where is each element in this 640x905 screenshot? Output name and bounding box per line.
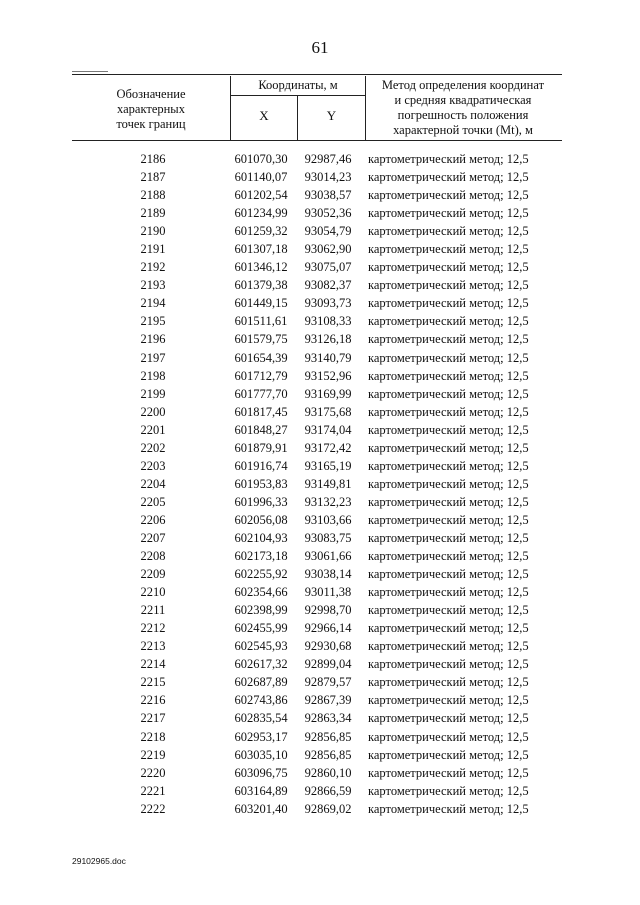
coord-y: 93165,19 (304, 458, 352, 473)
header-method (364, 78, 562, 138)
coord-y: 92856,85 (304, 747, 352, 762)
coord-x: 601346,12 (234, 260, 288, 275)
method-cell: картометрический метод; 12,5 (368, 711, 529, 726)
table-row (0, 673, 640, 691)
coord-x: 601234,99 (234, 206, 288, 221)
coord-y: 92998,70 (304, 603, 352, 618)
coord-y: 93132,23 (304, 494, 352, 509)
table-row (0, 746, 640, 764)
method-cell: картометрический метод; 12,5 (368, 476, 529, 491)
table-row (0, 619, 640, 637)
coord-y: 93093,73 (304, 296, 352, 311)
header-designation-line: точек границ (116, 116, 186, 131)
point-id: 2208 (140, 549, 166, 564)
coord-y: 92866,59 (304, 783, 352, 798)
coord-x: 601996,33 (234, 494, 288, 509)
coord-x: 602835,54 (234, 711, 288, 726)
coord-y: 92930,68 (304, 639, 352, 654)
point-id: 2186 (140, 152, 166, 166)
coord-x: 602056,08 (234, 512, 288, 527)
point-id: 2207 (140, 530, 166, 545)
table-row (0, 204, 640, 222)
point-id: 2213 (140, 639, 166, 654)
coord-y: 92879,57 (304, 675, 352, 690)
coord-x: 602255,92 (234, 567, 288, 582)
table-row (0, 547, 640, 565)
header-designation (72, 78, 230, 140)
page-number: 61 (311, 38, 329, 57)
table-top-rule (72, 74, 562, 75)
point-id: 2215 (140, 675, 166, 690)
coord-y: 92899,04 (304, 657, 352, 672)
coord-y: 93083,75 (304, 530, 352, 545)
point-id: 2201 (140, 422, 166, 437)
point-id: 2200 (140, 404, 166, 419)
table-row (0, 475, 640, 493)
coord-y: 93038,57 (304, 188, 352, 203)
point-id: 2193 (140, 278, 166, 293)
coord-x: 601953,83 (234, 476, 288, 491)
method-cell: картометрический метод; 12,5 (368, 242, 529, 257)
table-row (0, 782, 640, 800)
coord-x: 602455,99 (234, 621, 288, 636)
point-id: 2210 (140, 585, 166, 600)
point-id: 2197 (140, 350, 166, 365)
coord-y: 92856,85 (304, 729, 352, 744)
method-cell: картометрический метод; 12,5 (368, 260, 529, 275)
header-y: Y (326, 108, 337, 123)
coord-y: 93052,36 (304, 206, 352, 221)
coord-x: 601379,38 (234, 278, 288, 293)
table-row (0, 367, 640, 385)
coord-y: 93054,79 (304, 224, 352, 239)
table-row (0, 601, 640, 619)
table-row (0, 529, 640, 547)
method-cell: картометрический метод; 12,5 (368, 801, 529, 816)
method-cell: картометрический метод; 12,5 (368, 765, 529, 780)
table-row (0, 655, 640, 673)
point-id: 2219 (140, 747, 166, 762)
table-row (0, 493, 640, 511)
method-cell: картометрический метод; 12,5 (368, 675, 529, 690)
coord-y: 93140,79 (304, 350, 352, 365)
method-cell: картометрический метод; 12,5 (368, 422, 529, 437)
table-row (0, 312, 640, 330)
point-id: 2221 (140, 783, 166, 798)
table-row (0, 222, 640, 240)
point-id: 2209 (140, 567, 166, 582)
point-id: 2189 (140, 206, 166, 221)
table-row (0, 709, 640, 727)
header-coordinates-group (230, 76, 366, 140)
header-designation-line: Обозначение (116, 86, 186, 101)
point-id: 2196 (140, 332, 166, 347)
coord-x: 602687,89 (234, 675, 288, 690)
point-id: 2220 (140, 765, 166, 780)
header-coordinates-title: Координаты, м (258, 78, 338, 92)
coord-y: 92987,46 (304, 152, 352, 166)
method-cell: картометрический метод; 12,5 (368, 440, 529, 455)
footer-filename: 29102965.doc (72, 856, 126, 866)
method-cell: картометрический метод; 12,5 (368, 494, 529, 509)
coord-y: 92863,34 (304, 711, 352, 726)
method-cell: картометрический метод; 12,5 (368, 603, 529, 618)
coord-x: 602173,18 (234, 549, 288, 564)
point-id: 2202 (140, 440, 166, 455)
point-id: 2218 (140, 729, 166, 744)
point-id: 2204 (140, 476, 166, 491)
table-row (0, 728, 640, 746)
coord-x: 601307,18 (234, 242, 288, 257)
coord-y: 93108,33 (304, 314, 352, 329)
coord-y: 92869,02 (304, 801, 352, 816)
table-row (0, 186, 640, 204)
table-row (0, 168, 640, 186)
method-cell: картометрический метод; 12,5 (368, 314, 529, 329)
method-cell: картометрический метод; 12,5 (368, 278, 529, 293)
point-id: 2199 (140, 386, 166, 401)
coord-y: 93172,42 (304, 440, 352, 455)
coord-y: 93038,14 (304, 567, 352, 582)
table-row (0, 150, 640, 168)
point-id: 2198 (140, 368, 166, 383)
table-row (0, 403, 640, 421)
point-id: 2187 (140, 170, 166, 185)
point-id: 2222 (140, 801, 166, 816)
coord-x: 601259,32 (234, 224, 288, 239)
coord-x: 601777,70 (234, 386, 288, 401)
method-cell: картометрический метод; 12,5 (368, 729, 529, 744)
header-coordinates-divider (231, 95, 365, 96)
header-method-line: Метод определения координат (381, 78, 545, 92)
point-id: 2211 (140, 603, 166, 618)
method-cell: картометрический метод; 12,5 (368, 657, 529, 672)
method-cell: картометрический метод; 12,5 (368, 585, 529, 600)
coord-y: 93062,90 (304, 242, 352, 257)
method-cell: картометрический метод; 12,5 (368, 206, 529, 221)
method-cell: картометрический метод; 12,5 (368, 567, 529, 582)
point-id: 2212 (140, 621, 166, 636)
coord-y: 93149,81 (304, 476, 352, 491)
table-row (0, 637, 640, 655)
coord-y: 93103,66 (304, 512, 352, 527)
coord-x: 601070,30 (234, 152, 288, 166)
table-row (0, 330, 640, 348)
method-cell: картометрический метод; 12,5 (368, 693, 529, 708)
method-cell: картометрический метод; 12,5 (368, 332, 529, 347)
table-row (0, 439, 640, 457)
coord-x: 601916,74 (234, 458, 288, 473)
coord-x: 601579,75 (234, 332, 288, 347)
point-id: 2195 (140, 314, 166, 329)
coord-x: 603201,40 (234, 801, 288, 816)
coord-y: 92966,14 (304, 621, 352, 636)
table-row (0, 583, 640, 601)
coord-y: 93014,23 (304, 170, 352, 185)
point-id: 2214 (140, 657, 166, 672)
table-row (0, 565, 640, 583)
coord-y: 92860,10 (304, 765, 352, 780)
coord-x: 601879,91 (234, 440, 288, 455)
method-cell: картометрический метод; 12,5 (368, 152, 529, 166)
coord-y: 93061,66 (304, 549, 352, 564)
coord-y: 93075,07 (304, 260, 352, 275)
coord-x: 601712,79 (234, 368, 288, 383)
method-cell: картометрический метод; 12,5 (368, 404, 529, 419)
method-cell: картометрический метод; 12,5 (368, 224, 529, 239)
coord-x: 601511,61 (234, 314, 288, 329)
table-row (0, 421, 640, 439)
method-cell: картометрический метод; 12,5 (368, 512, 529, 527)
table-row (0, 240, 640, 258)
method-cell: картометрический метод; 12,5 (368, 639, 529, 654)
coord-x: 603164,89 (234, 783, 288, 798)
table-row (0, 511, 640, 529)
coord-x: 601817,45 (234, 404, 288, 419)
table-row (0, 800, 640, 818)
point-id: 2216 (140, 693, 166, 708)
method-cell: картометрический метод; 12,5 (368, 296, 529, 311)
table-row (0, 349, 640, 367)
header-designation-line: характерных (117, 101, 185, 116)
header-method-line: характерной точки (Mt), м (393, 123, 533, 137)
coord-x: 602743,86 (234, 693, 288, 708)
coord-x: 601654,39 (234, 350, 288, 365)
point-id: 2203 (140, 458, 166, 473)
coord-y: 93126,18 (304, 332, 352, 347)
point-id: 2194 (140, 296, 166, 311)
point-id: 2192 (140, 260, 166, 275)
method-cell: картометрический метод; 12,5 (368, 747, 529, 762)
coord-x: 602354,66 (234, 585, 288, 600)
coord-x: 601202,54 (234, 188, 288, 203)
coord-x: 601848,27 (234, 422, 288, 437)
top-rule-short (72, 71, 108, 72)
table-row (0, 276, 640, 294)
table-row (0, 258, 640, 276)
coord-x: 602545,93 (234, 639, 288, 654)
point-id: 2191 (140, 242, 166, 257)
coord-x: 602617,32 (234, 657, 288, 672)
coord-x: 602104,93 (234, 530, 288, 545)
coord-x: 601449,15 (234, 296, 288, 311)
table-row (0, 385, 640, 403)
coord-x: 602398,99 (234, 603, 288, 618)
method-cell: картометрический метод; 12,5 (368, 350, 529, 365)
header-method-line: погрешность положения (397, 108, 529, 122)
point-id: 2217 (140, 711, 166, 726)
point-id: 2190 (140, 224, 166, 239)
coord-y: 93152,96 (304, 368, 352, 383)
method-cell: картометрический метод; 12,5 (368, 368, 529, 383)
method-cell: картометрический метод; 12,5 (368, 458, 529, 473)
coord-x: 603035,10 (234, 747, 288, 762)
method-cell: картометрический метод; 12,5 (368, 188, 529, 203)
coord-y: 93174,04 (304, 422, 352, 437)
header-x: X (259, 108, 269, 123)
coord-x: 601140,07 (234, 170, 288, 185)
coord-y: 93175,68 (304, 404, 352, 419)
method-cell: картометрический метод; 12,5 (368, 170, 529, 185)
coord-y: 93011,38 (304, 585, 352, 600)
coord-x: 602953,17 (234, 729, 288, 744)
method-cell: картометрический метод; 12,5 (368, 530, 529, 545)
table-header-bottom-rule (72, 140, 562, 141)
method-cell: картометрический метод; 12,5 (368, 386, 529, 401)
header-method-line: и средняя квадратическая (394, 93, 532, 107)
coord-y: 93082,37 (304, 278, 352, 293)
table-body (0, 150, 640, 818)
method-cell: картометрический метод; 12,5 (368, 783, 529, 798)
point-id: 2188 (140, 188, 166, 203)
coord-y: 93169,99 (304, 386, 352, 401)
method-cell: картометрический метод; 12,5 (368, 549, 529, 564)
table-row (0, 691, 640, 709)
coord-y: 92867,39 (304, 693, 352, 708)
method-cell: картометрический метод; 12,5 (368, 621, 529, 636)
point-id: 2205 (140, 494, 166, 509)
table-row (0, 294, 640, 312)
coord-x: 603096,75 (234, 765, 288, 780)
table-row (0, 764, 640, 782)
table-row (0, 457, 640, 475)
point-id: 2206 (140, 512, 166, 527)
